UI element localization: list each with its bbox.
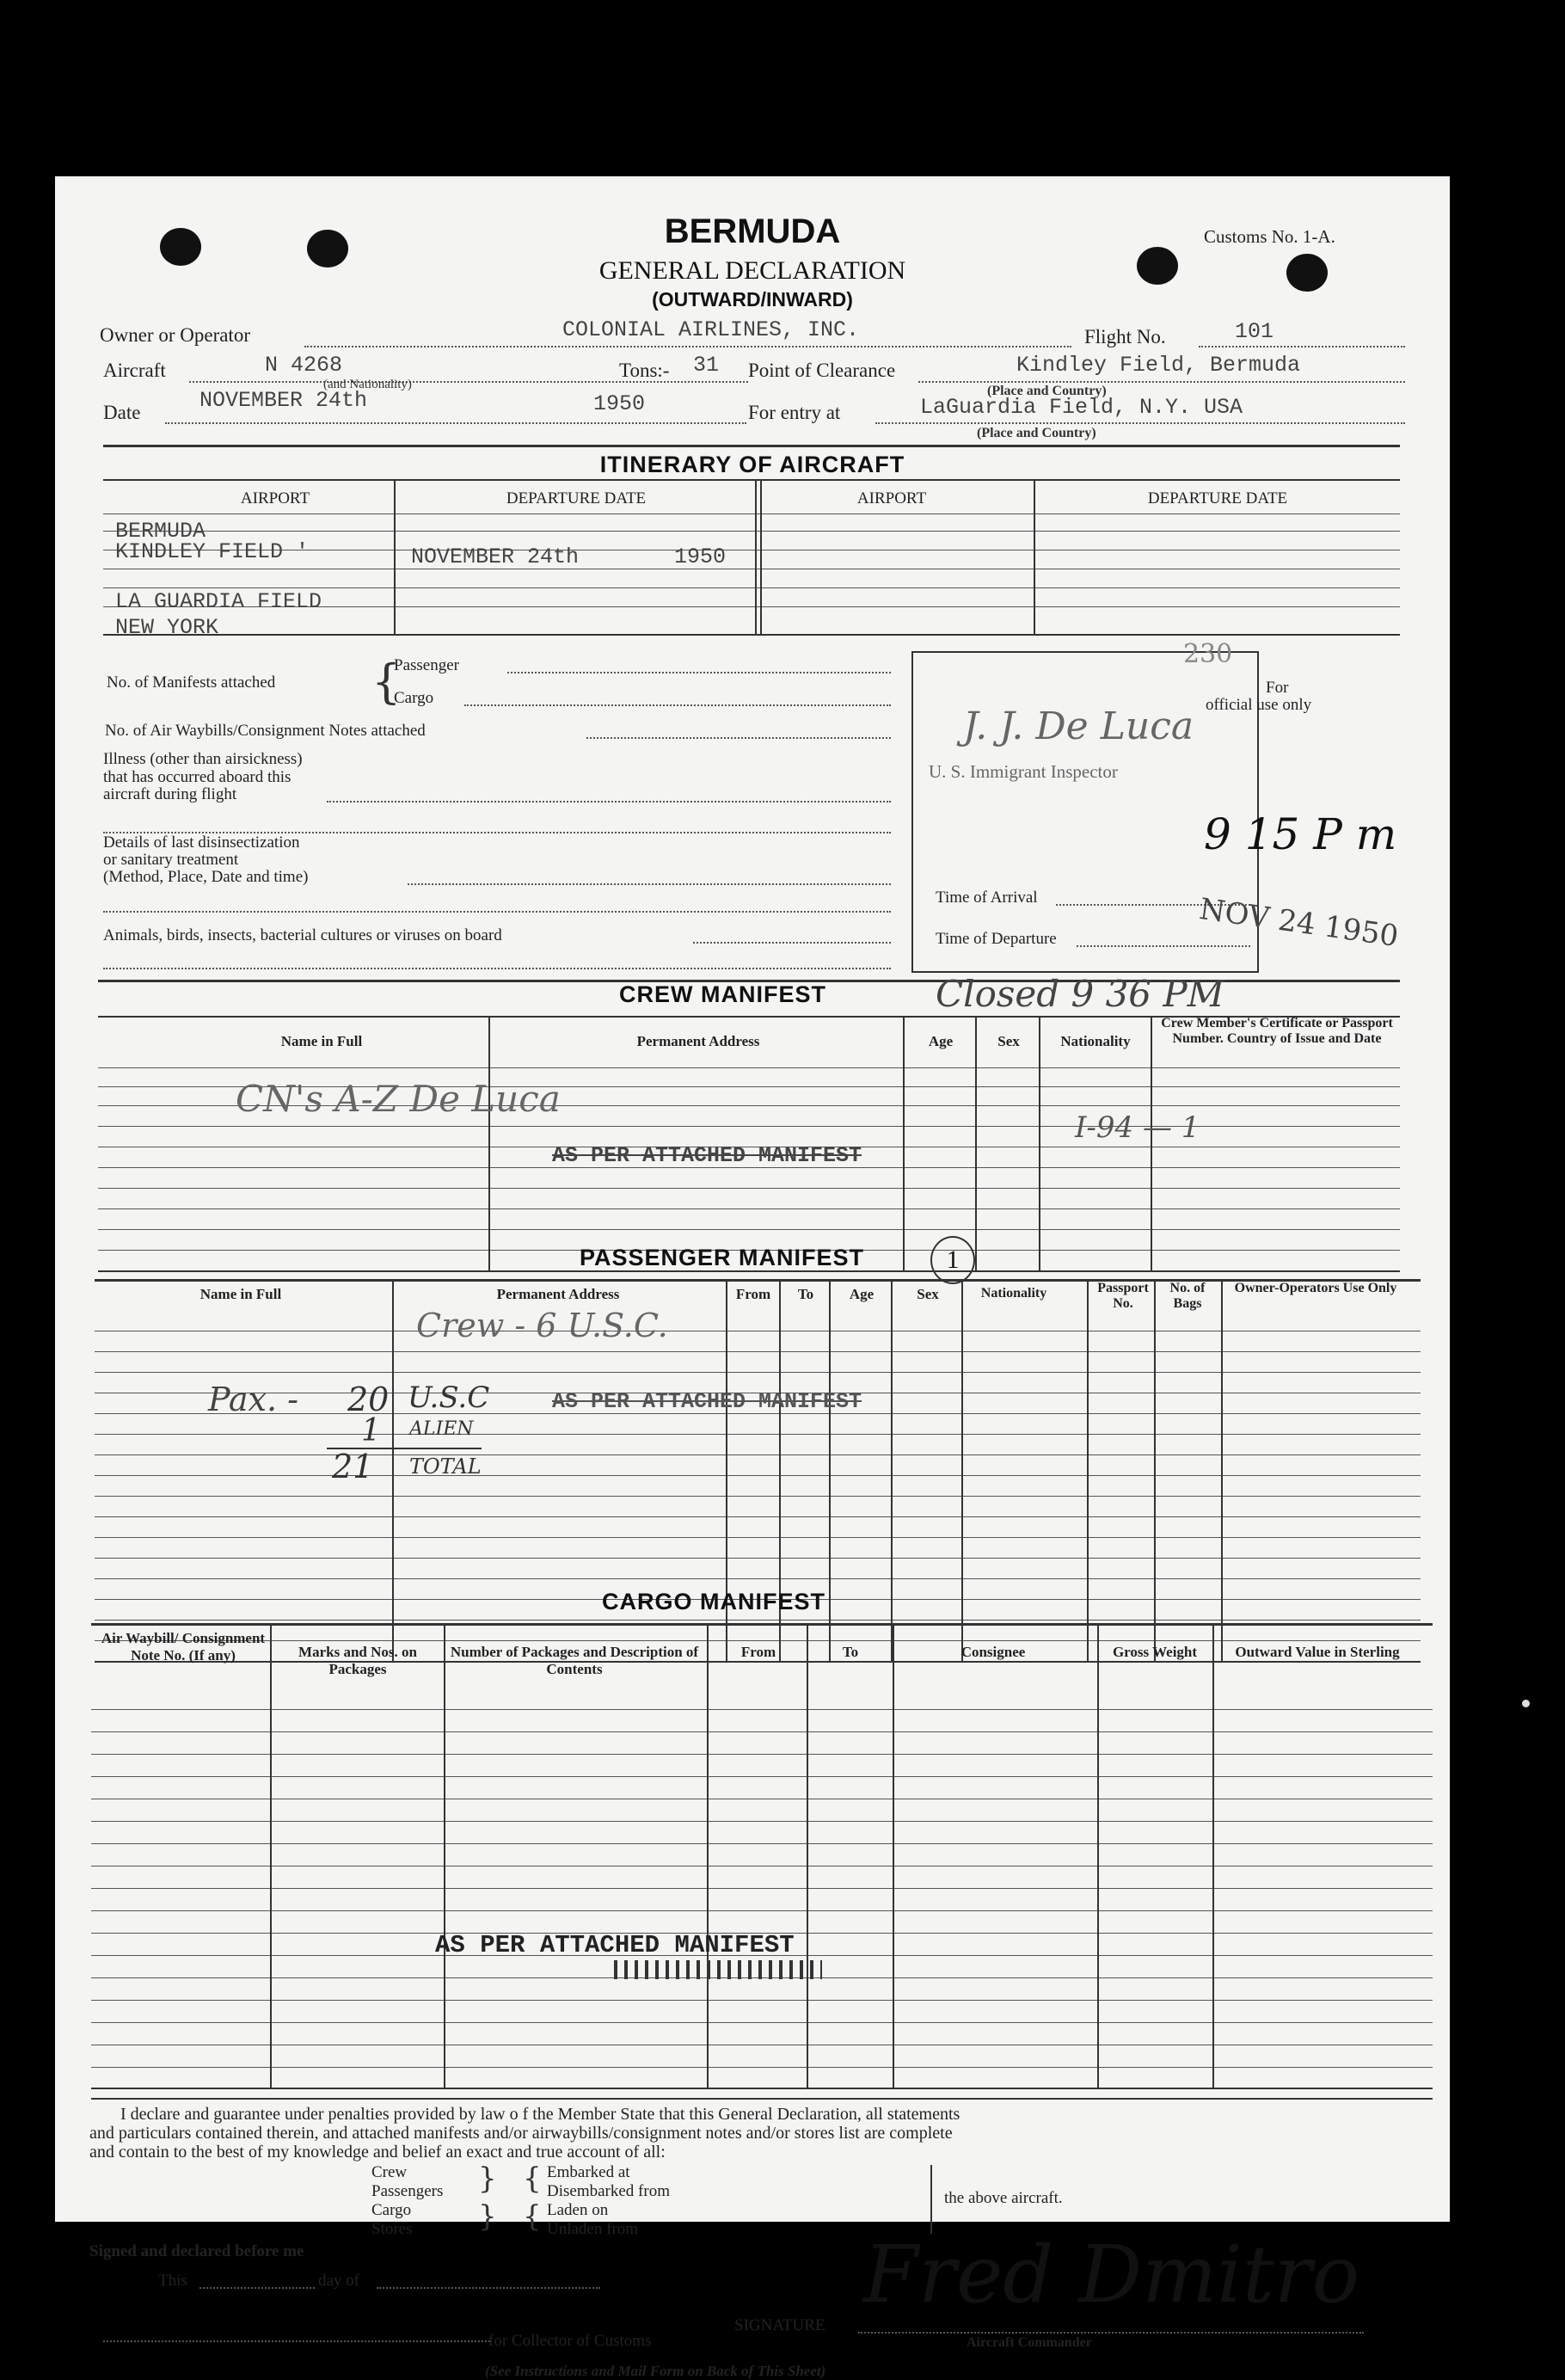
pax-manifest-stamp: AS PER ATTACHED MANIFEST: [552, 1389, 862, 1414]
table-divider: [394, 479, 396, 634]
date-label: Date: [103, 402, 141, 423]
signed-label: Signed and declared before me: [89, 2242, 304, 2260]
fill-rule: [327, 801, 891, 803]
table-divider: [760, 479, 762, 634]
table-divider: [893, 1623, 894, 2088]
pax-usc-label: U.S.C: [408, 1381, 490, 1415]
pax-alien-count: 1: [361, 1413, 381, 1448]
table-divider: [807, 1623, 808, 2088]
inspector-title: U. S. Immigrant Inspector: [929, 761, 1118, 782]
col-header-departure-date: DEPARTURE DATE: [506, 489, 647, 507]
table-divider: [488, 1016, 490, 1270]
table-divider: [1154, 1279, 1156, 1661]
table-divider: [270, 1623, 272, 2088]
table-rule: [91, 2088, 1433, 2089]
clearance-label: Point of Clearance: [748, 360, 896, 381]
disinsect-label-2: or sanitary treatment: [103, 851, 239, 869]
above-aircraft-label: the above aircraft.: [944, 2189, 1063, 2207]
departure-date-note: NOV 24 1950: [1197, 891, 1401, 955]
aircraft-label: Aircraft: [103, 360, 166, 381]
table-divider: [1087, 1279, 1089, 1661]
pax-crew-note: Crew - 6 U.S.C.: [416, 1307, 668, 1344]
fill-rule: [586, 737, 891, 739]
table-rule: [91, 2000, 1433, 2001]
cargo-col-waybill: Air Waybill/ Consignment Note No. (If any): [101, 1630, 266, 1664]
pax-col-from: From: [735, 1286, 771, 1302]
crew-col-address: Permanent Address: [636, 1033, 760, 1049]
table-divider: [755, 479, 757, 634]
pax-alien-label: ALIEN: [409, 1418, 474, 1440]
collector-label: for Collector of Customs: [488, 2332, 652, 2350]
pax-col-passport: Passport No.: [1097, 1281, 1149, 1312]
table-divider: [975, 1016, 977, 1270]
table-divider: [392, 1279, 394, 1661]
cargo-col-to: To: [842, 1644, 859, 1660]
fill-rule: [377, 2287, 600, 2289]
fill-rule: [507, 672, 891, 673]
table-rule: [103, 587, 1400, 588]
illness-label-3: aircraft during flight: [103, 785, 237, 803]
flight-rule: [1199, 346, 1405, 347]
col-header-departure-date: DEPARTURE DATE: [1147, 489, 1288, 507]
stamp-number: 230: [1183, 639, 1233, 669]
entry-label: For entry at: [748, 402, 841, 423]
form-title: GENERAL DECLARATION: [598, 256, 906, 285]
table-divider: [1034, 479, 1035, 634]
owner-rule: [304, 346, 1071, 347]
owner-label: Owner or Operator: [100, 324, 250, 346]
fill-rule: [408, 883, 891, 885]
crew-col-age: Age: [928, 1033, 954, 1049]
table-divider: [903, 1016, 905, 1270]
list-passengers: Passengers: [371, 2182, 444, 2200]
crew-col-name: Name in Full: [280, 1033, 363, 1049]
section-rule: [91, 2098, 1433, 2100]
pax-col-age: Age: [849, 1286, 875, 1302]
declaration-line-3: and contain to the best of my knowledge and belief an exact and true account of all:: [89, 2143, 666, 2162]
place-country-note: (Place and Country): [987, 384, 1107, 398]
table-rule: [103, 634, 1400, 636]
declaration-form-sheet: [55, 176, 1450, 2379]
itinerary-airport: BERMUDA: [115, 519, 206, 544]
circled-count: 1: [930, 1236, 975, 1284]
country-heading: BERMUDA: [664, 212, 841, 250]
pax-col-to: To: [797, 1286, 814, 1302]
place-country-note: (Place and Country): [977, 426, 1096, 440]
cargo-col-marks: Marks and Nos. on Packages: [298, 1644, 417, 1677]
list-crew: Crew: [371, 2163, 408, 2181]
table-rule: [91, 2067, 1433, 2068]
tons-label: Tons:-: [619, 360, 670, 381]
itinerary-header-rule: [103, 479, 1400, 481]
table-rule: [91, 1731, 1433, 1732]
table-divider: [891, 1279, 893, 1661]
entry-value: LaGuardia Field, N.Y. USA: [920, 395, 1243, 420]
table-rule: [98, 1208, 1400, 1209]
crew-handwritten-note: CN's A-Z De Luca: [236, 1078, 561, 1120]
table-rule: [98, 1229, 1400, 1230]
itinerary-top-rule: [103, 445, 1400, 447]
tons-value: 31: [693, 353, 720, 378]
passenger-manifest-title: PASSENGER MANIFEST: [580, 1245, 865, 1270]
table-divider: [1039, 1016, 1040, 1270]
nationality-note: (and Nationality): [323, 378, 412, 391]
fill-rule: [693, 942, 891, 944]
table-divider: [1212, 1623, 1214, 2088]
table-rule: [91, 2022, 1433, 2023]
pax-usc-count: 20: [347, 1381, 390, 1418]
cargo-col-consignee: Consignee: [960, 1644, 1026, 1660]
declaration-line-1: I declare and guarantee under penalties provided by law o f the Member State that this General Declaration, all statements: [120, 2105, 960, 2124]
commander-label: Aircraft Commander: [967, 2335, 1092, 2350]
form-number: Customs No. 1-A.: [1204, 226, 1335, 247]
crew-col-nationality: Nationality: [1060, 1033, 1131, 1049]
table-rule: [91, 1709, 1433, 1710]
waybills-label: No. of Air Waybills/Consignment Notes attached: [105, 722, 426, 740]
disinsect-label-3: (Method, Place, Date and time): [103, 868, 309, 886]
table-rule: [91, 1776, 1433, 1777]
pax-total-count: 21: [332, 1448, 374, 1485]
pax-total-label: TOTAL: [409, 1454, 482, 1479]
fill-rule: [464, 704, 891, 706]
cargo-manifest-stamp: AS PER ATTACHED MANIFEST: [435, 1931, 795, 1959]
arrival-time-label: Time of Arrival: [936, 889, 1038, 907]
fill-rule: [199, 2287, 315, 2289]
cargo-col-from: From: [740, 1644, 776, 1660]
crew-form-ref: I-94 — 1: [1075, 1110, 1200, 1145]
this-label: This: [158, 2272, 187, 2290]
brace-glyph: }: [478, 2162, 497, 2196]
official-for-label: For: [1266, 679, 1289, 697]
table-rule: [103, 531, 1400, 532]
illness-label-2: that has occurred aboard this: [103, 768, 292, 786]
table-rule: [91, 1821, 1433, 1822]
cargo-col-value: Outward Value in Sterling: [1235, 1644, 1400, 1660]
disinsect-label-1: Details of last disinsectization: [103, 833, 300, 852]
list-unladen: Unladen from: [547, 2220, 639, 2238]
table-rule: [98, 1126, 1400, 1127]
pax-col-address: Permanent Address: [496, 1286, 620, 1302]
signature-label: SIGNATURE: [734, 2316, 825, 2334]
table-rule: [98, 1067, 1400, 1068]
official-use-label: official use only: [1206, 696, 1312, 714]
crew-col-sex: Sex: [997, 1033, 1020, 1049]
brace-glyph: {: [523, 2162, 542, 2196]
pax-label: Pax. -: [208, 1381, 298, 1418]
fill-rule: [1077, 945, 1250, 947]
crew-manifest-title: CREW MANIFEST: [619, 981, 826, 1007]
pax-col-bags: No. of Bags: [1169, 1281, 1206, 1312]
fill-rule: [103, 911, 891, 913]
itinerary-departure-date: NOVEMBER 24th: [411, 544, 580, 569]
crew-col-certificate: Crew Member's Certificate or Passport Number. Country of Issue and Date: [1161, 1016, 1393, 1047]
list-cargo: Cargo: [371, 2201, 412, 2219]
table-rule: [91, 1910, 1433, 1911]
fill-rule: [858, 2332, 1364, 2334]
form-subtitle: (OUTWARD/INWARD): [652, 288, 853, 311]
manifests-label: No. of Manifests attached: [107, 673, 276, 692]
list-stores: Stores: [371, 2220, 413, 2238]
crew-manifest-stamp: AS PER ATTACHED MANIFEST: [552, 1143, 862, 1168]
clearance-rule: [918, 381, 1405, 383]
declaration-line-2: and particulars contained therein, and attached manifests and/or airwaybills/consignment notes and/or stores list are complete: [89, 2124, 953, 2143]
col-header-airport: AIRPORT: [240, 489, 310, 507]
table-rule: [91, 1754, 1433, 1755]
closed-note: Closed 9 36 PM: [936, 973, 1224, 1015]
illness-label-1: Illness (other than airsickness): [103, 750, 303, 768]
strikeout-marks: [614, 1960, 822, 1979]
itinerary-airport: LA GUARDIA FIELD: [115, 589, 322, 614]
itinerary-title: ITINERARY OF AIRCRAFT: [599, 452, 905, 477]
flight-value: 101: [1235, 319, 1274, 344]
col-header-airport: AIRPORT: [856, 489, 927, 507]
entry-rule: [875, 422, 1405, 424]
brace-glyph: }: [478, 2199, 497, 2234]
list-laden: Laden on: [547, 2201, 609, 2219]
table-rule: [98, 1188, 1400, 1189]
year-value: 1950: [593, 391, 646, 416]
table-divider: [829, 1279, 831, 1661]
cargo-manifest-title: CARGO MANIFEST: [602, 1589, 825, 1614]
table-divider: [444, 1623, 445, 2088]
cargo-col-packages: Number of Packages and Description of Contents: [450, 1644, 699, 1677]
day-of-label: day of: [318, 2272, 360, 2290]
pax-col-owner: Owner-Operators Use Only: [1234, 1281, 1397, 1295]
aircraft-value: N 4268: [265, 353, 343, 378]
itinerary-departure-year: 1950: [674, 544, 727, 569]
fill-rule: [103, 2340, 490, 2342]
list-embarked: Embarked at: [547, 2163, 630, 2181]
itinerary-airport: KINDLEY FIELD ': [115, 539, 310, 564]
scan-speck: [1522, 1700, 1530, 1707]
owner-value: COLONIAL AIRLINES, INC.: [562, 317, 860, 342]
arrival-time-handwritten: 9 15 P m: [1204, 809, 1397, 859]
brace-glyph: {: [523, 2199, 542, 2234]
itinerary-airport: NEW YORK: [115, 615, 219, 640]
cargo-col-weight: Gross Weight: [1112, 1644, 1198, 1660]
fill-rule: [103, 968, 891, 969]
pax-col-nationality: Nationality: [980, 1286, 1047, 1301]
date-value: NOVEMBER 24th: [199, 388, 368, 413]
manifest-cargo-label: Cargo: [394, 689, 434, 707]
clearance-value: Kindley Field, Bermuda: [1016, 353, 1301, 378]
table-divider: [961, 1279, 963, 1661]
flight-label: Flight No.: [1084, 326, 1166, 347]
pax-col-name: Name in Full: [199, 1286, 282, 1302]
inspector-signature: J. J. De Luca: [963, 704, 1194, 748]
date-rule: [165, 422, 746, 424]
animals-label: Animals, birds, insects, bacterial cultures or viruses on board: [103, 926, 502, 944]
table-divider: [707, 1623, 709, 2088]
bracket-line: [930, 2165, 932, 2234]
table-rule: [91, 1843, 1433, 1844]
table-rule: [91, 1888, 1433, 1889]
instructions-note: (See Instructions and Mail Form on Back of This Sheet): [485, 2363, 826, 2379]
commander-signature: Fred Dmitro: [863, 2229, 1360, 2321]
table-divider: [1221, 1279, 1223, 1661]
brace-glyph: {: [371, 655, 402, 709]
departure-time-label: Time of Departure: [936, 930, 1057, 948]
manifest-passenger-label: Passenger: [394, 656, 459, 674]
section-rule: [91, 1623, 1433, 1626]
table-divider: [1097, 1623, 1099, 2088]
pax-col-sex: Sex: [917, 1286, 939, 1302]
list-disembarked: Disembarked from: [547, 2182, 670, 2200]
